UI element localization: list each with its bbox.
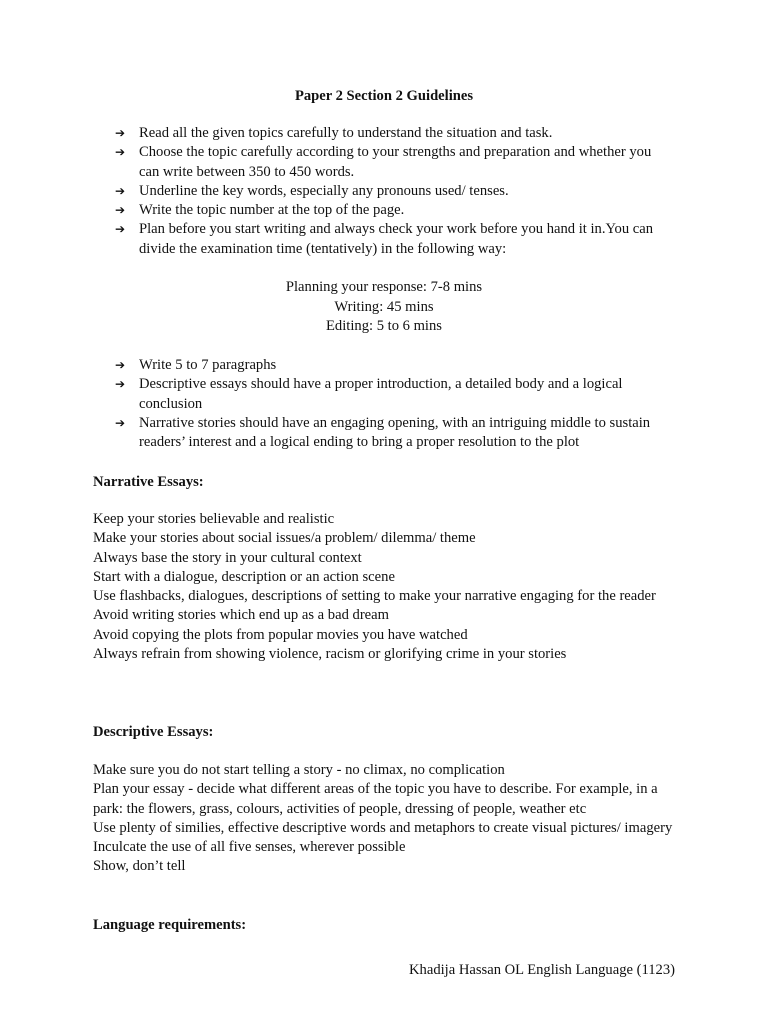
timing-line: Writing: 45 mins xyxy=(334,298,434,315)
list-item: Always base the story in your cultural context xyxy=(93,549,362,566)
language-heading: Language requirements: xyxy=(93,917,247,933)
list-item: Plan your essay - decide what different areas of the topic you have to describe. For example, in a park: the flowers, grass, colours, activities of people, dressing of people, weather etc xyxy=(93,781,658,817)
list-item: ➔ Read all the given topics carefully to understand the situation and task. xyxy=(115,124,675,143)
arrow-bullet-icon: ➔ xyxy=(115,377,126,392)
guideline-list-bottom xyxy=(115,356,675,452)
list-item: Make sure you do not start telling a story - no climax, no complication xyxy=(93,762,505,778)
timing-line: Planning your response: 7-8 mins xyxy=(285,279,483,295)
list-item: ➔ Underline the key words, especially any pronouns used/ tenses. xyxy=(115,182,675,201)
arrow-bullet-icon: ➔ xyxy=(115,415,126,430)
list-item: Keep your stories believable and realistic xyxy=(93,511,335,527)
list-item: ➔ Descriptive essays should have a proper introduction, a detailed body and a logical conclusion xyxy=(115,376,623,412)
list-item: Inculcate the use of all five senses, wherever possible xyxy=(93,839,406,856)
arrow-bullet-icon: ➔ xyxy=(115,126,126,140)
page-title: Paper 2 Section 2 Guidelines xyxy=(294,88,474,104)
list-item: ➔ Plan before you start writing and always check your work before you hand it in.You can divide the examination time (tentatively) in the following way: xyxy=(115,221,654,257)
descriptive-list xyxy=(93,761,673,877)
narrative-list xyxy=(93,510,673,664)
list-item: ➔ Choose the topic carefully according to your strengths and preparation and whether you can write between 350 to 450 words. xyxy=(115,144,652,180)
list-item: Avoid writing stories which end up as a bad dream xyxy=(93,607,389,624)
list-item: Always refrain from showing violence, racism or glorifying crime in your stories xyxy=(93,646,567,663)
guideline-list-top xyxy=(115,124,675,259)
time-allocation xyxy=(0,278,768,337)
list-item: ➔ Narrative stories should have an engaging opening, with an intriguing middle to sustain readers’ interest and a logical ending to bring a proper resolution to the plot xyxy=(115,414,651,451)
list-item: Avoid copying the plots from popular movies you have watched xyxy=(93,626,468,643)
list-item: Show, don’t tell xyxy=(93,858,186,875)
timing-line: Editing: 5 to 6 mins xyxy=(326,318,442,335)
narrative-heading: Narrative Essays: xyxy=(93,474,204,490)
arrow-bullet-icon: ➔ xyxy=(115,203,126,218)
arrow-bullet-icon: ➔ xyxy=(115,358,126,372)
list-item: Use flashbacks, dialogues, descriptions of setting to make your narrative engaging for the reader xyxy=(93,588,656,605)
arrow-bullet-icon: ➔ xyxy=(115,145,126,160)
list-item: Start with a dialogue, description or an action scene xyxy=(93,568,395,585)
list-item: Use plenty of similies, effective descriptive words and metaphors to create visual pictures/ imagery xyxy=(93,819,673,836)
descriptive-heading: Descriptive Essays: xyxy=(93,724,214,740)
list-item: ➔ Write 5 to 7 paragraphs xyxy=(115,356,675,375)
arrow-bullet-icon: ➔ xyxy=(115,222,126,237)
list-item: Make your stories about social issues/a problem/ dilemma/ theme xyxy=(93,530,476,547)
arrow-bullet-icon: ➔ xyxy=(115,183,126,198)
list-item: ➔ Write the topic number at the top of the page. xyxy=(115,201,675,220)
page-footer: Khadija Hassan OL English Language (1123) xyxy=(409,962,675,978)
